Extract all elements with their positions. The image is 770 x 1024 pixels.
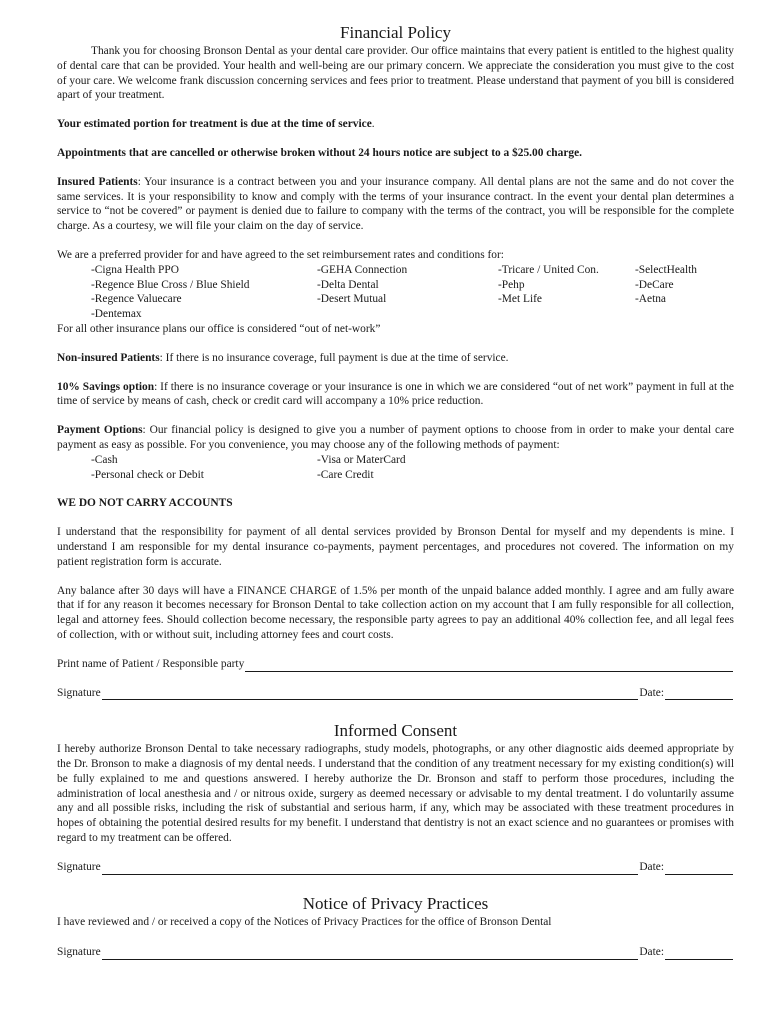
- savings-option-text: : If there is no insurance coverage or your insurance is one in which we are considered “out of net work” payment in full at the time of service by means of cash, check or credit card will accompany a 10% price reduction.: [57, 380, 734, 408]
- plan-item: -Tricare / United Con.: [498, 263, 599, 276]
- financial-signature-field[interactable]: [102, 689, 639, 700]
- non-insured-text: : If there is no insurance coverage, full payment is due at the time of service.: [159, 351, 509, 364]
- cancellation-notice: [57, 146, 734, 161]
- consent-date-field[interactable]: [665, 864, 733, 875]
- plans-row: [57, 292, 734, 307]
- plan-item: -Delta Dental: [317, 278, 379, 291]
- plan-item: [635, 307, 734, 322]
- plans-row: [57, 307, 734, 322]
- payment-method-item: -Personal check or Debit: [91, 468, 204, 481]
- insured-patients-label: Insured Patients: [57, 175, 138, 188]
- insured-patients-paragraph: [57, 175, 734, 234]
- plan-item: -SelectHealth: [635, 263, 697, 276]
- payment-method-item: -Visa or MaterCard: [317, 453, 406, 466]
- document-content: [57, 22, 734, 960]
- payment-options-paragraph: [57, 423, 734, 453]
- insurance-plans-table: [57, 263, 734, 322]
- financial-policy-title: Financial Policy: [340, 23, 451, 42]
- privacy-signature-field[interactable]: [102, 949, 639, 960]
- payment-method-item: -Cash: [91, 453, 118, 466]
- plan-item: -Dentemax: [91, 308, 142, 321]
- informed-consent-paragraph: I hereby authorize Bronson Dental to take necessary radiographs, study models, photographs, or any other diagnostic aids deemed appropriate by the Dr. Bronson to make a diagnosis of my dental needs. I understand that the condition of any treatment necessary for my existing condition(s) will be fully explained to me and questions answered. I hereby authorize the Dr. Bronson and staff to perform those procedures, including the administration of local anesthesia and / or nitrous oxide, surgery as deemed necessary or advisable to my dental treatment. I do voluntarily assume any and all possible risks, including the risk of substantial and serious harm, if any, which may be associated with these treatment procedures in hopes of obtaining the potential desired results for my benefit. I understand that dentistry is not an exact science and no guarantees or promises with regard to my treatment can be offered.: [57, 743, 734, 845]
- privacy-practices-paragraph: I have reviewed and / or received a copy of the Notices of Privacy Practices for the office of Bronson Dental: [57, 915, 552, 928]
- date-label: Date:: [639, 686, 664, 699]
- date-label: Date:: [639, 860, 664, 873]
- plan-item: [498, 307, 635, 322]
- plans-row: [57, 278, 734, 293]
- informed-consent-title: Informed Consent: [333, 721, 458, 741]
- privacy-date-field[interactable]: [665, 949, 733, 960]
- signature-label: Signature: [57, 686, 101, 699]
- print-name-label: Print name of Patient / Responsible party: [57, 657, 245, 670]
- print-name-row: [57, 657, 734, 672]
- plan-item: -Regence Blue Cross / Blue Shield: [91, 278, 250, 291]
- plan-item: -Regence Valuecare: [91, 293, 182, 306]
- savings-option-paragraph: [57, 380, 734, 410]
- estimated-portion-notice: [57, 117, 734, 132]
- savings-option-label: 10% Savings option: [57, 380, 155, 393]
- plan-item: -Aetna: [635, 293, 666, 306]
- consent-signature-row: [57, 860, 734, 875]
- payment-options-label: Payment Options: [57, 424, 143, 437]
- estimated-portion-text: Your estimated portion for treatment is due at the time of service: [57, 118, 372, 131]
- plan-item: -GEHA Connection: [317, 263, 408, 276]
- financial-intro-paragraph: Thank you for choosing Bronson Dental as your dental care provider. Our office maintains that every patient is entitled to the highest quality of dental care that can be provided. Your health and well-being are our primary concern. We appreciate the consideration you must give to the cost of your care. We welcome frank discussion concerning services and fees prior to treatment. Please understand that payment of you bill is considered apart of your treatment.: [57, 45, 734, 102]
- payment-methods-row: [57, 453, 498, 468]
- provider-intro: We are a preferred provider for and have agreed to the set reimbursement rates and conditions for:: [57, 248, 504, 261]
- plan-item: -Desert Mutual: [317, 293, 387, 306]
- privacy-signature-row: [57, 945, 734, 960]
- signature-label: Signature: [57, 946, 101, 959]
- finance-charge-paragraph: Any balance after 30 days will have a FINANCE CHARGE of 1.5% per month of the unpaid balance added monthly. I agree and am fully aware that if for any reason it becomes necessary for Bronson Dental to take collection action on my account that I am fully responsible for all collection, legal and attorney fees. Should collection become necessary, the responsible party agrees to pay an additional 40% collection fee, and all legal fees of collection, with or without suit, including attorney fees and court costs.: [57, 584, 734, 641]
- plan-item: [317, 307, 498, 322]
- responsibility-paragraph: I understand that the responsibility for payment of all dental services provided by Bronson Dental for myself and my dependents is mine. I understand I am responsible for my dental insurance co-payments, payment percentages, and procedures not covered. The information on my patient registration form is accurate.: [57, 526, 734, 568]
- payment-method-item: -Care Credit: [317, 468, 374, 481]
- no-accounts-notice: [57, 496, 734, 511]
- payment-options-text: : Our financial policy is designed to give you a number of payment options to choose from in order to make your dental care payment as easy as possible. For you convenience, you may choose any of the following methods of payment:: [57, 424, 734, 451]
- financial-date-field[interactable]: [665, 689, 733, 700]
- estimated-portion-period: .: [371, 118, 375, 131]
- date-label: Date:: [639, 946, 664, 959]
- non-insured-label: Non-insured Patients: [57, 351, 160, 364]
- plan-item: -DeCare: [635, 278, 674, 291]
- non-insured-paragraph: [57, 351, 734, 366]
- payment-methods-table: [57, 453, 498, 483]
- plan-item: -Met Life: [498, 293, 542, 306]
- print-name-field[interactable]: [245, 661, 733, 672]
- privacy-practices-title: Notice of Privacy Practices: [302, 893, 489, 913]
- plan-item: -Pehp: [498, 278, 525, 291]
- consent-signature-field[interactable]: [102, 864, 639, 875]
- cancellation-text: Appointments that are cancelled or otherwise broken without 24 hours notice are subject to a $25.00 charge.: [57, 146, 582, 159]
- no-accounts-text: WE DO NOT CARRY ACCOUNTS: [57, 497, 233, 510]
- insured-patients-text: : Your insurance is a contract between you and your insurance company. All dental plans are not the same and do not cover the same services. It is your responsibility to know and comply with the terms of your insurance contract. In the event your dental plan determines a service to “not be covered” or payment is denied due to failure to company with the terms of the contract, you will be responsible for the complete charge. As a courtesy, we will file your claim on the day of service.: [57, 175, 734, 233]
- financial-signature-row: [57, 686, 734, 701]
- plans-row: [57, 263, 734, 278]
- payment-methods-row: [57, 468, 498, 483]
- out-of-network-note: For all other insurance plans our office is considered “out of net-work”: [57, 322, 381, 335]
- plan-item: -Cigna Health PPO: [91, 263, 179, 276]
- signature-label: Signature: [57, 860, 101, 873]
